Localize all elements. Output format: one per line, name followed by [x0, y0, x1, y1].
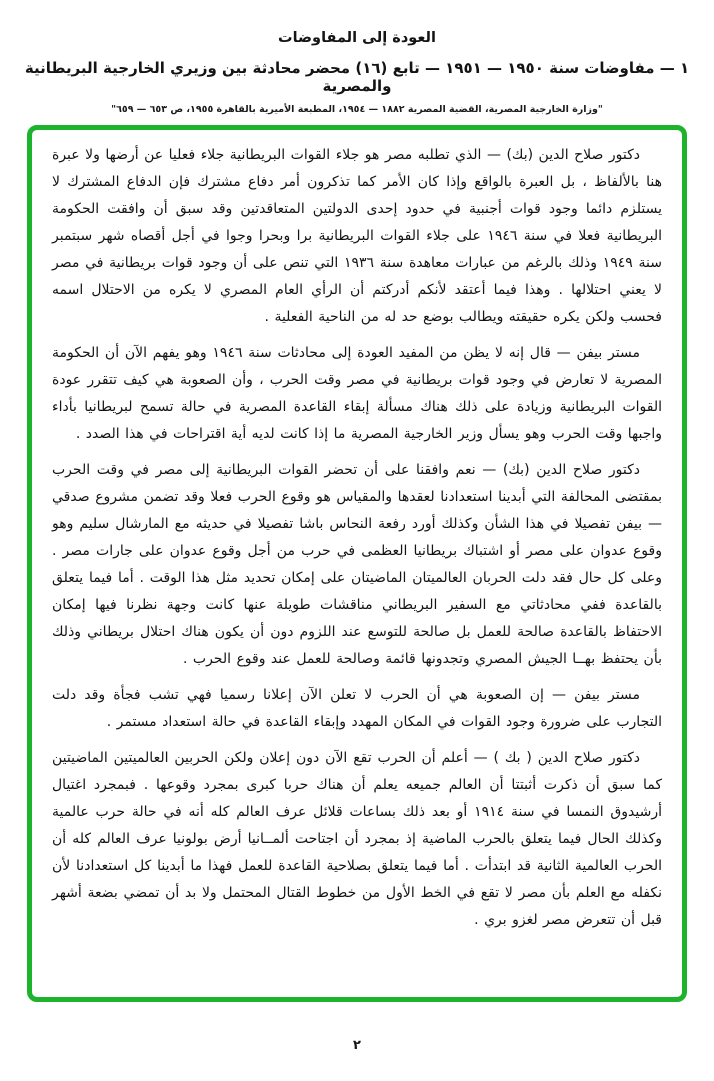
- paragraph-salah-eldin-1: دكتور صلاح الدين (بك) — الذي تطلبه مصر هو جلاء القوات البريطانية جلاء فعليا عن أرضها ولا عبرة هنا بالألفاظ ، بل العبرة بالواقع وإذا كان الأمر كما تذكرون أمر دفاع مشترك فإن الدفاع المشترك لا يستلزم دائما وجود قوات أجنبية في حدود إحدى الدولتين المتعاقدتين وقد سبق أن وافقت الحكومة البريطانية فعلا في سنة ١٩٤٦ على جلاء القوات البريطانية برا وبحرا وجوا في أجل أقصاه شهر سبتمبر سنة ١٩٤٩ وذلك بالرغم من عبارات معاهدة سنة ١٩٣٦ التي تنص على أن وجود قوات بريطانية في مصر لا يعني احتلالها . وهذا فيما أعتقد لأنكم أدركتم أن الرأي العام المصري لا يكره من الاحتلال اسمه فحسب ولكن يكره حقيقته ويطالب بوضع حد له من الناحية الفعلية .: [52, 147, 662, 325]
- paragraph-bevin-2: مستر بيفن — إن الصعوبة هي أن الحرب لا تعلن الآن إعلانا رسميا فهي تشب فجأة وقد دلت التجارب على ضرورة وجود القوات في المكان المهدد وإبقاء القاعدة في حالة استعداد مستمر .: [52, 687, 662, 730]
- document-header: [0, 30, 714, 115]
- paragraph-salah-eldin-3: دكتور صلاح الدين ( بك ) — أعلم أن الحرب تقع الآن دون إعلان ولكن الحربين العالميتين الماضيتين كما سبق أن ذكرت أثبتتا أن العالم جميعه يعلم أن هناك حربا كبرى بمجرد وقوعها . فبمجرد اغتيال أرشيدوق النمسا في سنة ١٩١٤ أو بعد ذلك بساعات قلائل عرف العالم كله أنه في حالة حرب عالمية وكذلك الحال فيما يتعلق بالحرب الماضية إذ بمجرد أن اجتاحت ألمــانيا أرض بولونيا عرف العالم كله أن الحرب العالمية الثانية قد ابتدأت . أما فيما يتعلق بصلاحية القاعدة للعمل فهذا ما أبدينا كل استعدادنا لأن نكفله مع العلم بأن مصر لا تقع في الخط الأول من خطوط القتال المحتمل ولا بد أن تمضي بضعة أشهر قبل أن تتعرض مصر لغزو بري .: [52, 750, 662, 928]
- document-subtitle: ١ — مفاوضات سنة ١٩٥٠ — ١٩٥١ — تابع (١٦) محضر محادثة بين وزيري الخارجية البريطانية والمصرية: [24, 59, 690, 95]
- page-title: العودة إلى المفاوضات: [278, 30, 436, 46]
- text-box: [27, 125, 687, 1002]
- paragraph-salah-eldin-2: دكتور صلاح الدين (بك) — نعم وافقنا على أن تحضر القوات البريطانية إلى مصر في وقت الحرب بمقتضى المحالفة التي أبدينا استعدادنا لعقدها والمقياس هو وقوع الحرب فعلا وقد تضمن مشروع صدقي — بيفن تفصيلا في هذا الشأن وكذلك أورد رفعة النحاس باشا تفصيلا في حديثه مع المارشال سليم وهو وقوع عدوان على مصر أو اشتباك بريطانيا العظمى في حرب من أجل وقوع عدوان على جارات مصر . وعلى كل حال فقد دلت الحربان العالميتان الماضيتان على إمكان تحديد مثل هذا الوقت . أما فيما يتعلق بالقاعدة ففي محادثاتي مع السفير البريطاني مناقشات طويلة عنها كانت وجهة نظرنا فيها إمكان الاحتفاظ بالقاعدة صالحة للعمل بل صالحة للتوسع عند اللزوم دون أن يكون هناك احتلال بريطاني وذلك بأن يحتفظ بهــا الجيش المصري وتجدونها قائمة وصالحة للعمل عند وقوع الحرب .: [52, 462, 662, 667]
- page-number: ٢: [353, 1038, 361, 1053]
- paragraph-bevin-1: مستر بيفن — قال إنه لا يظن من المفيد العودة إلى محادثات سنة ١٩٤٦ وهو يفهم الآن أن الحكومة المصرية لا تعارض في وجود قوات بريطانية في مصر وقت الحرب ، وأن الصعوبة هي كيف تتقرر عودة القوات البريطانية وزيادة على ذلك هناك مسألة إبقاء القاعدة المصرية في حالة تسمح لبريطانيا بأداء واجبها وقت الحرب وهو يسأل وزير الخارجية المصرية ما إذا كانت لديه أية اقتراحات في هذا الصدد .: [52, 345, 662, 442]
- source-citation: "وزارة الخارجية المصرية، القضية المصرية ١٨٨٢ — ١٩٥٤، المطبعة الأميرية بالقاهرة ١٩٥٥، ص ٦٥٣ — ٦٥٩": [111, 104, 603, 115]
